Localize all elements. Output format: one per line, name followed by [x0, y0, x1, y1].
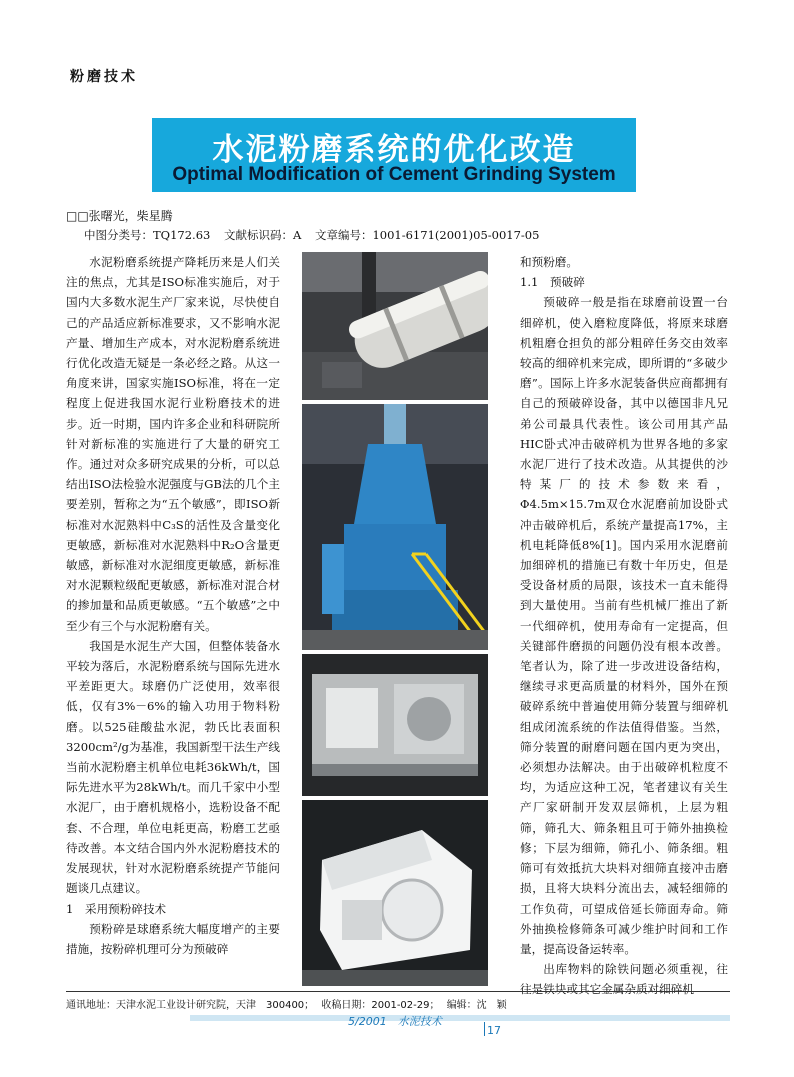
editor: 编辑：沈 颖	[446, 1000, 507, 1011]
section-heading: 1 采用预粉碎技术	[66, 901, 167, 916]
subsection-heading: 1.1 预破碎	[520, 275, 585, 290]
left-column	[66, 252, 280, 959]
title-english: Optimal Modification of Cement Grinding System	[172, 164, 616, 185]
paragraph: 预破碎一般是指在球磨前设置一台细碎机，使入磨粒度降低，将原来球磨机粗磨仓担负的部分粗碎任务交由效率较高的细碎机来完成，即所谓的“多破少磨”。国际上许多水泥装备供应商都拥有自己的预破碎设备，其中以德国非凡兄弟公司最具代表性。该公司用其产品HIC卧式冲击破碎机为世界各地的多家水泥厂进行了技术改造。从其提供的沙特某厂的技术参数来看，Φ4.5m×15.7m双仓水泥磨前加设卧式冲击破碎机后，系统产量提高17%，主机电耗降低8%[1]。国内采用水泥磨前加细碎机的措施已有数十年历史，但是受设备材质的局限，该技术一直未能得到大量使用。当前有些机械厂推出了新一代细碎机，使用寿命有一定提高，但关键部件磨损的问题仍没有根本改善。笔者认为，除了进一步改进设备结构，继续寻求更高质量的材料外，国外在预破碎系统中普遍使用筛分装置与细碎机组成闭流系统的作法值得借鉴。当然，筛分装置的耐磨问题在国内更为突出，必须想办法解决。由于出破碎机粒度不均，为适应这种工况，笔者建议有关生产厂家研制开发双层筛机，上层为粗筛，筛孔大、筛条粗且可于筛外抽换检修；下层为细筛，筛孔小、筛条细。粗筛可有效抵抗大块料对细筛直接冲击磨损，且将大块料分流出去，减轻细筛的工作负荷，可望成倍延长筛面寿命。筛外抽换检修筛条可减少维护时间和工作量，提高设备运转率。	[520, 295, 728, 956]
article-number: 文章编号：1001-6171(2001)05-0017-05	[314, 228, 540, 242]
title-banner	[152, 118, 636, 192]
footer-bar	[190, 1015, 730, 1021]
clc-number: 中图分类号：TQ172.63	[84, 228, 211, 242]
paragraph: 我国是水泥生产大国，但整体装备水平较为落后，水泥粉磨系统与国际先进水平差距更大。球磨仍广泛使用，效率很低，仅有3%－6%的输入功用于物料粉磨。以525硅酸盐水泥，勃氏比表面积3200cm²/g为基准，我国新型干法生产线当前水泥粉磨主机单位电耗36kWh/t，国际先进水平为28kWh/t。而几千家中小型水泥厂，由于磨机规格小，选粉设备不配套、不合理，单位电耗更高，粉磨工艺亟待改善。本文结合国内外水泥粉磨技术的发展现状，针对水泥粉磨系统提产节能问题谈几点建议。	[66, 638, 280, 896]
section-label: 粉磨技术	[70, 69, 138, 85]
paragraph: 预粉碎是球磨系统大幅度增产的主要措施，按粉碎机理可分为预破碎	[66, 921, 280, 956]
authors: □□张曙光，柴星腾	[66, 209, 173, 223]
white-crusher-photo	[302, 800, 488, 986]
document-code: 文献标识码：A	[224, 228, 302, 242]
received-date: 收稿日期：2001-02-29；	[321, 1000, 440, 1011]
vertical-roller-mill-photo	[302, 404, 488, 650]
page-number-divider	[484, 1022, 485, 1036]
classification-line	[84, 227, 539, 243]
ball-mill-photo	[302, 252, 488, 400]
paragraph: 出库物料的除铁问题必须重视，往往是铁块或其它金属杂质对细碎机	[520, 962, 728, 997]
footer-info	[66, 996, 507, 1011]
separator-machine-photo	[302, 654, 488, 796]
footer-rule	[66, 991, 730, 992]
title-chinese: 水泥粉磨系统的优化改造	[212, 132, 576, 168]
paragraph: 水泥粉磨系统提产降耗历来是人们关注的焦点，尤其是ISO标准实施后，对于国内大多数水泥生产厂家来说，尽快使自己的产品适应新标准要求，又不影响水泥产量、增加生产成本，对水泥粉磨系统进行优化改造无疑是一条必经之路。从这一角度来讲，国家实施ISO标准，将在一定程度上促进我国水泥行业粉磨技术的进步。近一时期，国内许多企业和科研院所针对新标准的实施进行了大量的研究工作。通过对众多研究成果的分析，可以总结出ISO法检验水泥强度与GB法的几个主要差别，暂称之为“五个敏感”，即ISO新标准对水泥熟料中C₃S的活性及含量变化更敏感，新标准对水泥熟料中R₂O含量更敏感，新标准对水泥细度更敏感，新标准对水泥颗粒级配更敏感，新标准对混合材的掺加量和品质更敏感。“五个敏感”之中至少有三个与水泥粉磨有关。	[66, 255, 280, 633]
right-column	[520, 252, 728, 1000]
page-number: 17	[487, 1024, 501, 1037]
journal-issue: 5/2001 水泥技术	[348, 1015, 442, 1028]
paragraph: 和预粉磨。	[520, 255, 578, 269]
address: 通讯地址：天津水泥工业设计研究院，天津 300400；	[66, 1000, 315, 1011]
